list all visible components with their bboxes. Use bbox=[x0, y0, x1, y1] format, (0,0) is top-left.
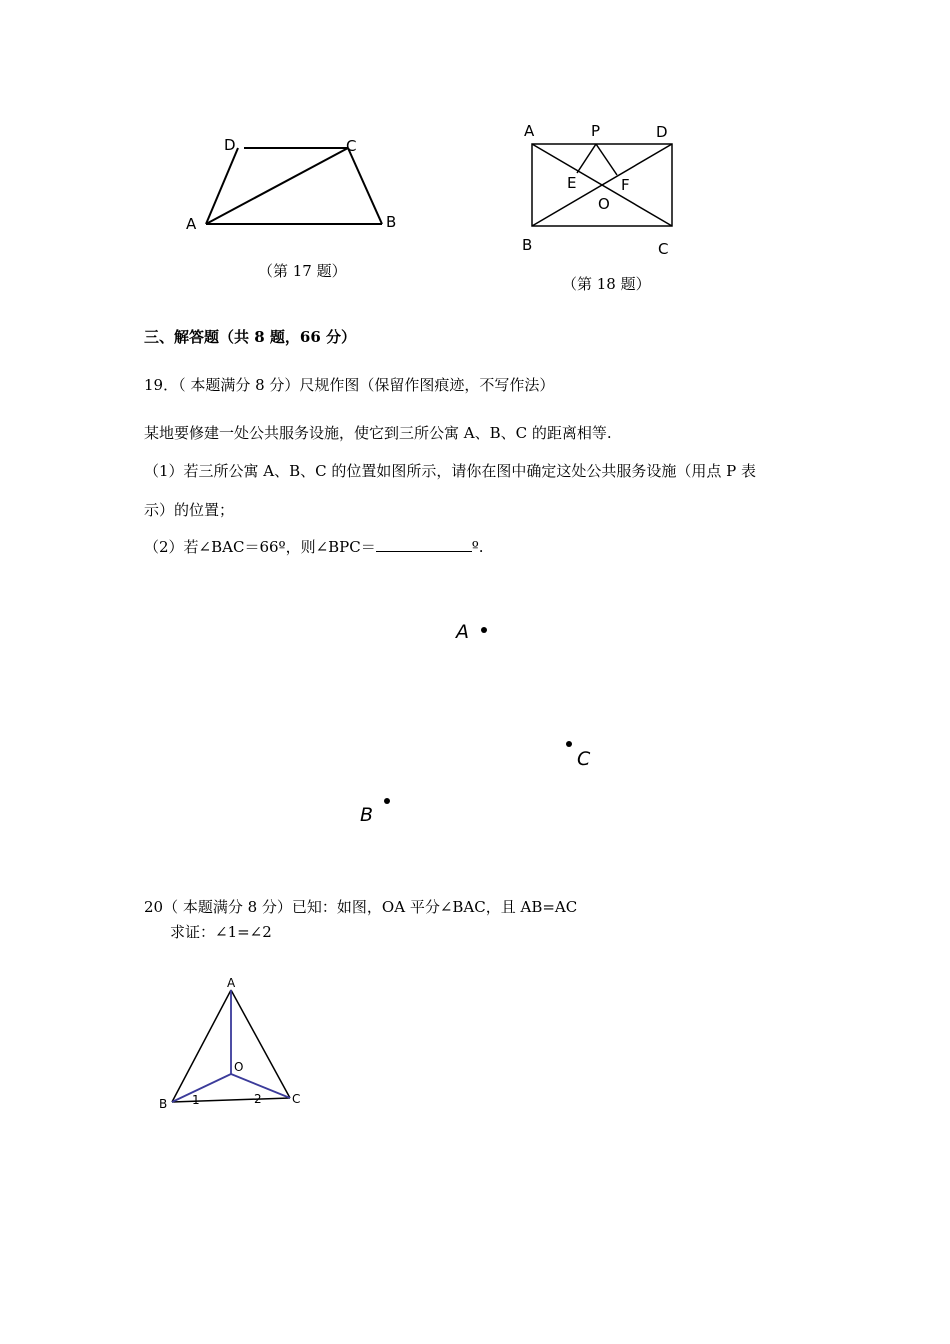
point-a bbox=[481, 627, 487, 633]
label-e: E bbox=[567, 174, 577, 192]
answer-blank[interactable] bbox=[376, 537, 472, 552]
figure-18-caption: （第 18 题） bbox=[562, 275, 651, 293]
segment-ob bbox=[172, 1074, 231, 1102]
label-b: B bbox=[159, 1097, 168, 1111]
q19-part1-line2: 示）的位置； bbox=[144, 501, 235, 519]
figure-17-diagram bbox=[170, 128, 410, 238]
label-c: C bbox=[292, 1092, 301, 1106]
label-d: D bbox=[224, 136, 236, 154]
segment-bc bbox=[172, 1098, 290, 1102]
segment-ab bbox=[172, 990, 231, 1102]
q20-prove: 求证：∠1=∠2 bbox=[170, 923, 272, 941]
point-b-label: B bbox=[360, 804, 374, 826]
label-d: D bbox=[656, 123, 668, 141]
label-o: O bbox=[234, 1060, 244, 1074]
figure-18-diagram bbox=[516, 118, 686, 263]
q19-part1-line1: （1）若三所公寓 A、B、C 的位置如图所示，请你在图中确定这处公共服务设施（用点 P 表 bbox=[144, 462, 757, 480]
point-b bbox=[384, 798, 390, 804]
figure-17-caption: （第 17 题） bbox=[258, 262, 347, 280]
label-b: B bbox=[522, 236, 533, 254]
q19-points-diagram bbox=[350, 610, 610, 830]
point-c-label: C bbox=[577, 748, 591, 770]
segment-cb bbox=[348, 148, 382, 224]
label-b: B bbox=[386, 213, 397, 231]
point-c bbox=[566, 741, 572, 747]
q19-header: 19．（ 本题满分 8 分）尺规作图（保留作图痕迹，不写作法） bbox=[144, 376, 555, 394]
q20-header: 20（ 本题满分 8 分）已知：如图，OA 平分∠BAC，且 AB=AC bbox=[144, 898, 578, 916]
figure-20-diagram bbox=[150, 970, 310, 1115]
point-a-label: A bbox=[456, 621, 469, 643]
diagonal-ac bbox=[206, 148, 348, 224]
label-a: A bbox=[524, 122, 535, 140]
label-a: A bbox=[227, 976, 236, 990]
q19-part2 bbox=[144, 537, 484, 557]
label-f: F bbox=[621, 176, 630, 194]
segment-pe bbox=[577, 144, 596, 173]
label-o: O bbox=[598, 195, 610, 213]
label-angle-1: 1 bbox=[192, 1093, 200, 1107]
section-heading: 三、解答题（共 8 题，66 分） bbox=[144, 328, 356, 346]
label-angle-2: 2 bbox=[254, 1092, 262, 1106]
label-a: A bbox=[186, 215, 197, 233]
q19-part2-suffix: º. bbox=[471, 538, 484, 556]
segment-ac bbox=[231, 990, 290, 1098]
label-p: P bbox=[591, 122, 601, 140]
segment-ad bbox=[206, 148, 238, 224]
label-c: C bbox=[658, 240, 669, 258]
segment-pf bbox=[596, 144, 617, 175]
q19-part2-prefix: （2）若∠BAC＝66º，则∠BPC＝ bbox=[144, 538, 376, 556]
label-c: C bbox=[346, 137, 357, 155]
q19-intro: 某地要修建一处公共服务设施，使它到三所公寓 A、B、C 的距离相等. bbox=[144, 424, 612, 442]
